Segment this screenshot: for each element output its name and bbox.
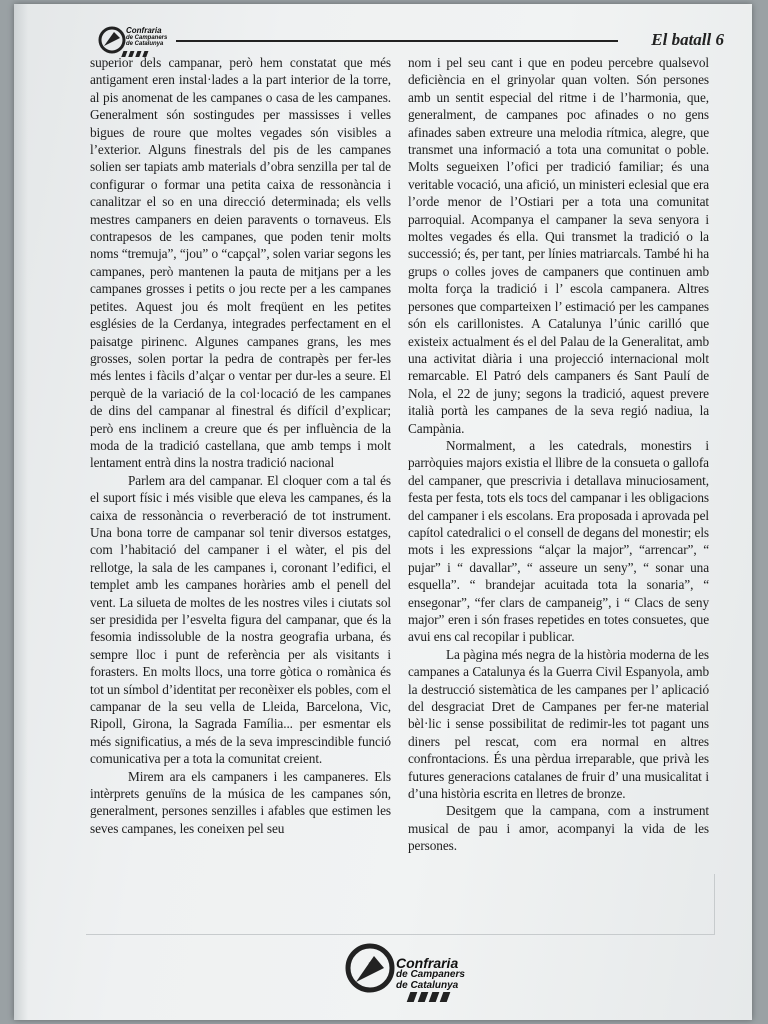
header-logo-line-2: de Campaners <box>126 35 168 41</box>
paragraph: nom i pel seu cant i que en podeu percebre qualsevol deficiència en el grinyolar quan volten. Són persones amb un sentit especial del ritme i de l’harmonia, que, generalment, de campanes poc afinades o no gens afinades saben extreure una melodia rítmica, alegre, que transmet una informació a tota una comunitat o poble. Molts segueixen l’ofici per tradició familiar; és una veritable vocació, una afició, un ministeri eclesial que era l’orde menor de l’Ostiari per a tota una comunitat parroquial. Acompanya el campaner la seva senyora i moltes vegades és ella. Qui transmet la tradició o la successió; és, per tant, per línies matriarcals. També hi ha grups o colles joves de campaners que continuen amb molta força la tradició i l’ escola campanera. Altres persones que comparteixen l’ estimació per les campanes són els carillonistes. A Catalunya l’únic carilló que existeix actualment és el del Palau de la Generalitat, amb una activitat diària i una projecció internacional molt remarcable. El Patró dels campaners és Sant Paulí de Nola, el 22 de juny; segons la tradició, aquest prevere italià portà les campanes de la seva regió nadiua, la Campània. <box>408 55 709 436</box>
paragraph: Normalment, a les catedrals, monestirs i parròquies majors existia el llibre de la consueta o gallofa del campaner, que prescrivia i detallava minuciosament, festa per festa, tots els tocs del campanar i les obligacions del campaner i els escolans. Era proposada i aprovada pel capítol catedralici o el consell de degans del monestir; els mots i les expressions “alçar la major”, “arrencar”, “ pujar” i “ davallar”, “ asseure un seny”, “ sonar una esquella”. “ brandejar acuitada tota la sonaria”, “ ensegonar”, “fer clars de campaneig”, i “ Clacs de seny major” eren i són frases repetides en totes consuetes, que avui ens cal recopilar i publicar. <box>408 437 709 645</box>
page-number: 5 <box>368 959 374 973</box>
confraria-logo <box>98 22 168 58</box>
paragraph: Mirem ara els campaners i les campaneres. Els intèrprets genuïns de la música de les campanes són, generalment, persones senzilles i afables que estimen les seves campanes, les coneixen pel seu <box>90 768 391 836</box>
document-page <box>14 4 752 1020</box>
footer-logo <box>344 938 484 1004</box>
text-column-left <box>90 54 391 837</box>
header-logo-line-1: Confraria <box>126 26 162 35</box>
header-logo-line-3: de Catalunya <box>126 41 164 47</box>
page-fold-shadow <box>14 4 28 1020</box>
paragraph: Parlem ara del campanar. El cloquer com a tal és el suport físic i més visible que eleva les campanes, és la caixa de ressonància o reverberació de tot instrument. Una bona torre de campanar sol tenir diversos estatges, com l’habitació del campaner i el wàter, el pis del rellotge, la sala de les campanes i, coronant l’edifici, el templet amb les campanes horàries amb el penell del vent. La silueta de moltes de les nostres viles i ciutats sol ser presidida per l’esvelta figura del campanar, que és la fesomia indissoluble de la nostra geografia urbana, és sempre lloc i punt de referència per als visitants i forasters. En molts llocs, una torre gòtica o romànica és tot un símbol d’identitat per reconèixer els pobles, com el campanar de la seu vella de Lleida, Barcelona, Vic, Ripoll, Girona, la Sagrada Família... per esmentar els més significatius, a més de la seva imprescindible funció comunicativa per a tota la comunitat creient. <box>90 472 391 767</box>
footer-logo-line-3: de Catalunya <box>396 980 459 991</box>
paragraph: Desitgem que la campana, com a instrument musical de pau i amor, acompanyi la vida de les persones. <box>408 803 709 854</box>
paragraph: superior dels campanar, però hem constatat que més antigament eren instal·lades a la part interior de la torre, al pis anomenat de les campanes o casa de les campanes. Generalment són sostingudes per massisses i velles bigues de roure que moltes vegades són visibles a l’exterior. Alguns finestrals del pis de les campanes solien ser tapiats amb materials d’obra senzilla per tal de configurar o formar una petita caixa de ressonància i canalitzar el so en una direcció determinada; els vells mestres campaners en deien paravents o tornaveus. Els contrapesos de les campanes, que poden tenir molts noms “tremuja”, “jou” o “capçal”, solen variar segons les campanes, però mantenen la pauta de mitjans per a les campanes grosses i petits o jou recte per a les campanes petites. Aquest jou és molt freqüent en les petites esglésies de la Cerdanya, integrades perfectament en el paisatge pirinenc. Algunes campanes grans, les mes grosses, solen portar la pedra de contrapès per fer-les més lentes i fàcils d’alçar o ventar per dur-les a seure. El perquè de la variació de la col·locació de les campanes de dins del campanar al finestral és difícil d’explicar; però ens inclinem a creure que és per influència de la moda de la tradició castellana, que amb temps i molt lentament entrà dins la nostra tradició nacional <box>90 55 391 471</box>
text-column-right <box>408 54 709 855</box>
issue-label: El batall 6 <box>651 30 724 49</box>
header-rule <box>176 40 618 42</box>
footer-logo-line-1: Confraria <box>396 955 459 971</box>
footer-logo-line-2: de Campaners <box>396 969 465 980</box>
paragraph: La pàgina més negra de la història moderna de les campanes a Catalunya és la Guerra Civil Espanyola, amb la destrucció sistemàtica de les campanes per l’ aplicació del desgraciat Dret de Campanes per fer-ne material bèl·lic i sense possibilitat de redimir-les tot pagant uns diners pel rescat, com era normal en altres confrontacions. És una pèrdua irreparable, que privà les futures generacions catalanes de fruir d’ una musicalitat i d’una història escrita en lletres de bronze. <box>408 646 709 802</box>
show-through-frame <box>86 874 715 935</box>
